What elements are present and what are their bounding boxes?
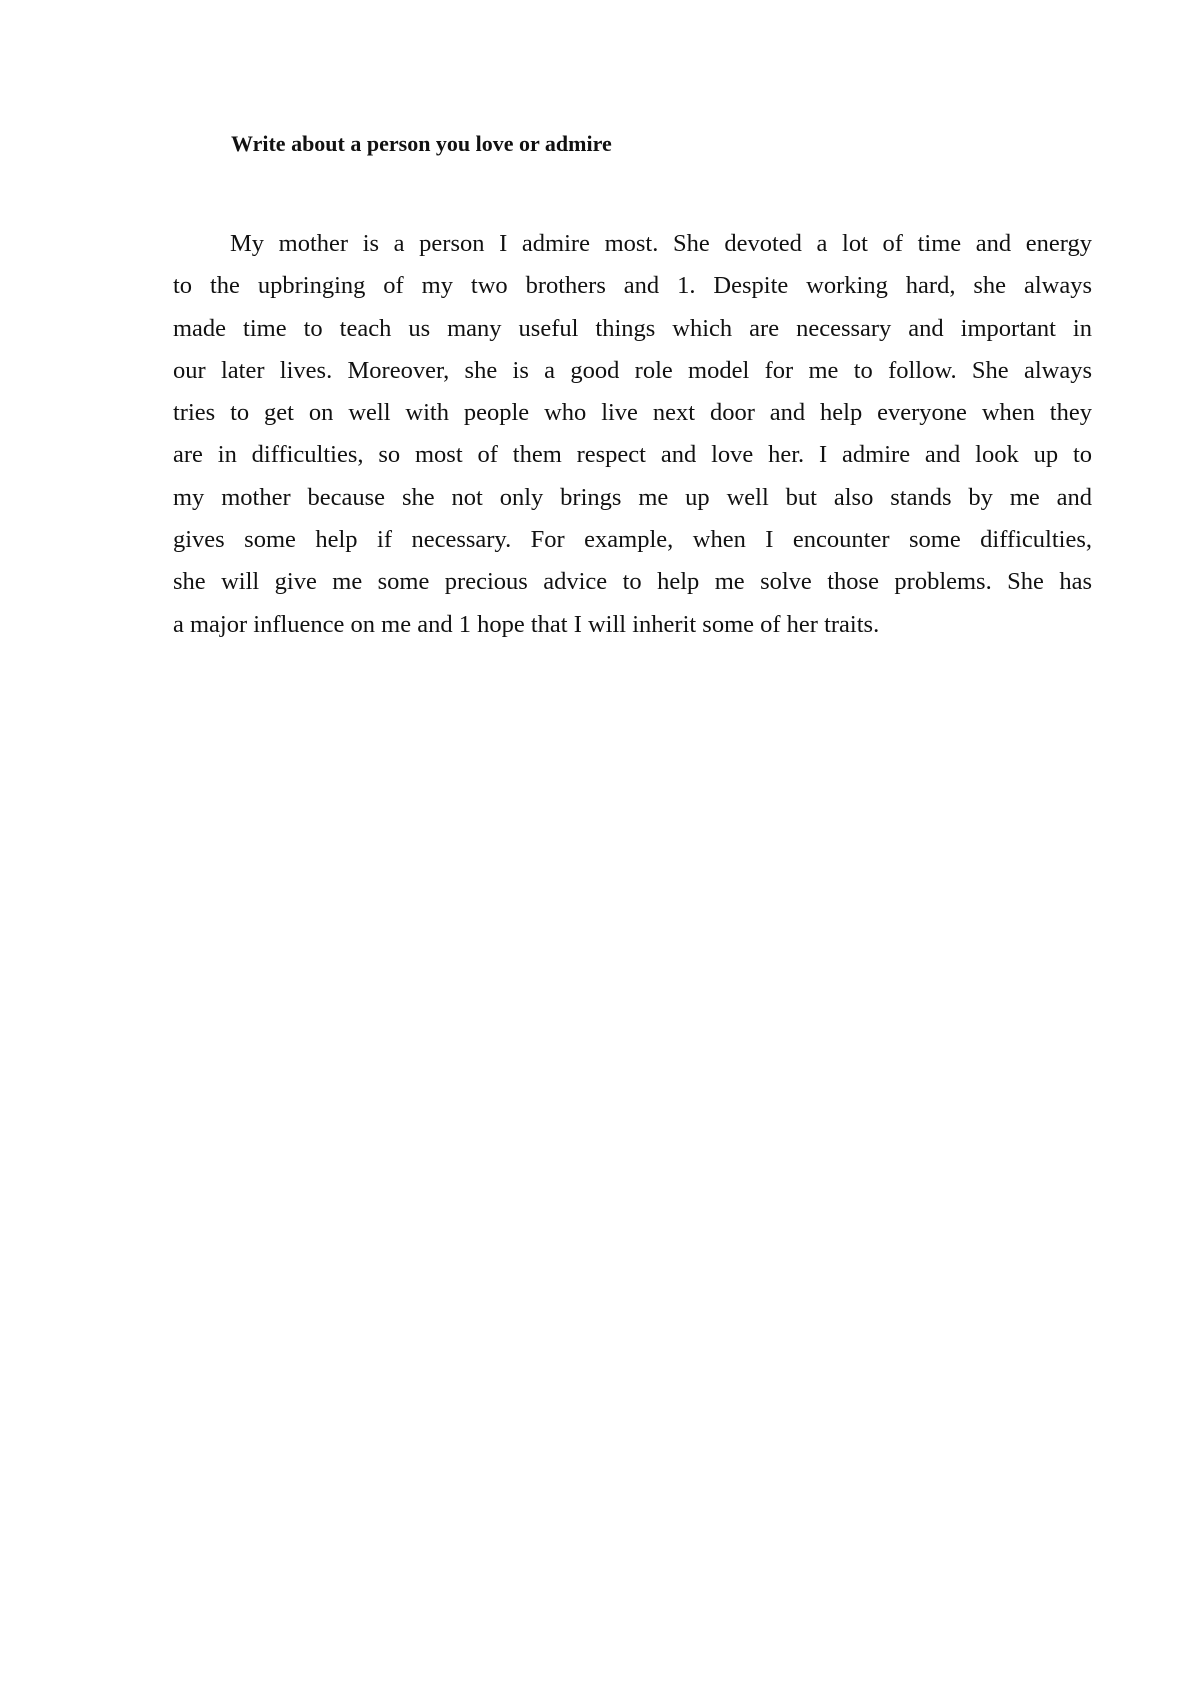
- paragraph-line: our later lives. Moreover, she is a good role model for me to follow. She always: [173, 356, 1092, 384]
- paragraph-line: My mother is a person I admire most. She devoted a lot of time and energy: [230, 230, 1092, 257]
- essay-paragraph: [173, 229, 1092, 652]
- document-title: Write about a person you love or admire: [231, 131, 612, 156]
- paragraph-line: a major influence on me and 1 hope that I will inherit some of her traits.: [173, 610, 880, 638]
- paragraph-line: tries to get on well with people who live next door and help everyone when they: [173, 399, 1092, 427]
- paragraph-line: are in difficulties, so most of them respect and love her. I admire and look up to: [173, 441, 1092, 469]
- paragraph-line: my mother because she not only brings me up well but also stands by me and: [173, 483, 1092, 511]
- paragraph-line: gives some help if necessary. For example, when I encounter some difficulties,: [173, 526, 1092, 554]
- paragraph-line: she will give me some precious advice to help me solve those problems. She has: [173, 568, 1092, 596]
- paragraph-line: to the upbringing of my two brothers and 1. Despite working hard, she always: [173, 272, 1092, 300]
- paragraph-line: made time to teach us many useful things which are necessary and important in: [173, 314, 1092, 342]
